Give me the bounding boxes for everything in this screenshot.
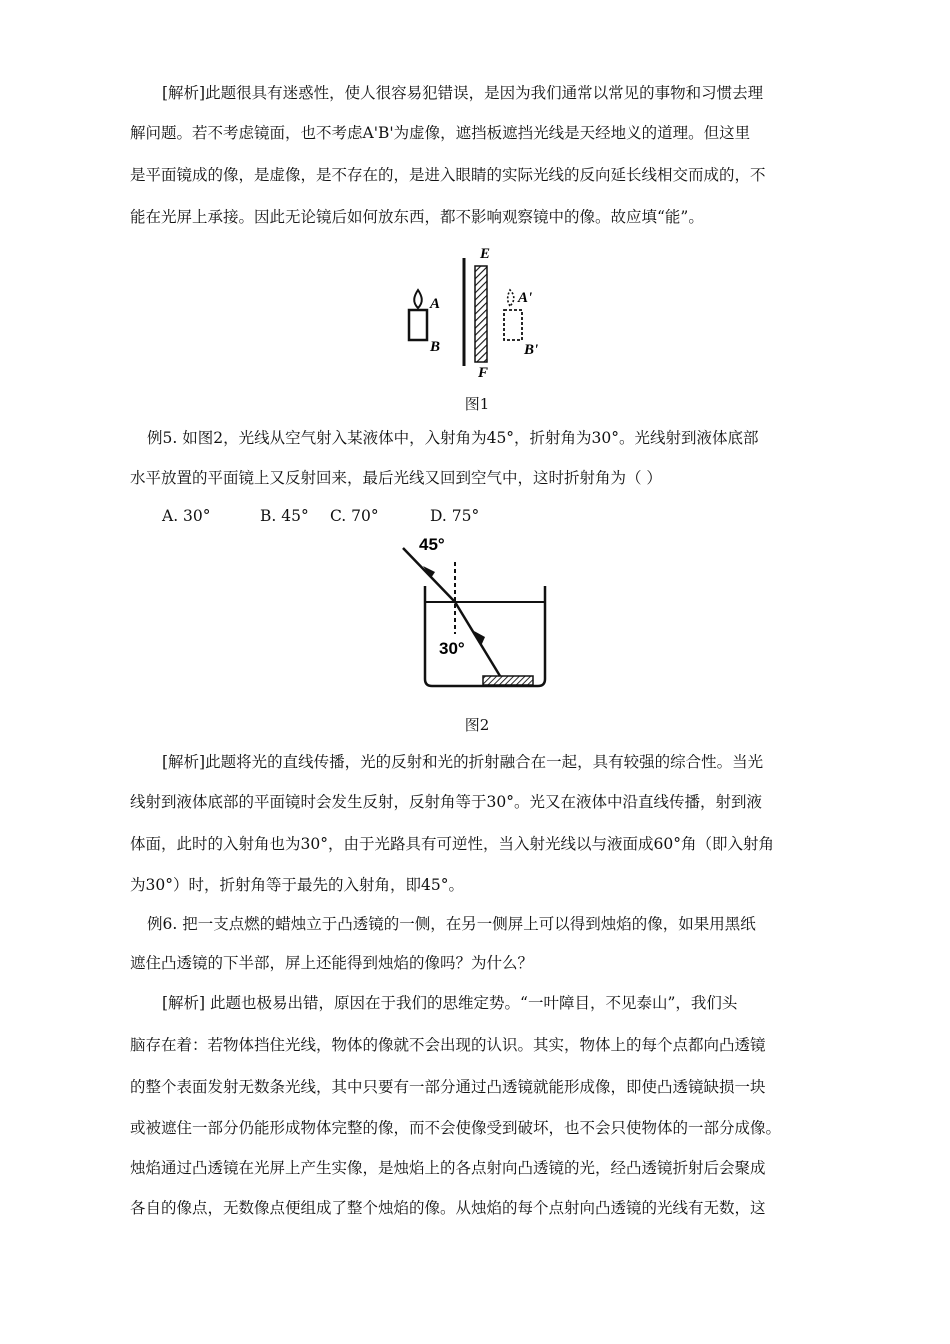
text-line: [解析]此题很具有迷惑性，使人很容易犯错误，是因为我们通常以常见的事物和习惯去理 <box>162 84 764 102</box>
label-a-prime: A' <box>518 290 533 306</box>
text-line: 脑存在着：若物体挡住光线，物体的像就不会出现的认识。其实，物体上的每个点都向凸透镜 <box>130 1036 766 1054</box>
label-e: E <box>480 246 491 262</box>
text-line: 体面，此时的入射角也为30°，由于光路具有可逆性，当入射光线以与液面成60°角（即入射角 <box>130 835 774 853</box>
text-line: 各自的像点，无数像点便组成了整个烛焰的像。从烛焰的每个点射向凸透镜的光线有无数，这 <box>130 1199 766 1217</box>
option-d: D. 75° <box>430 507 480 525</box>
text-line: 解问题。若不考虑镜面，也不考虑A'B'为虚像，遮挡板遮挡光线是天经地义的道理。但这里 <box>130 124 751 142</box>
text-line: 的整个表面发射无数条光线，其中只要有一部分通过凸透镜就能形成像，即使凸透镜缺损一块 <box>130 1078 766 1096</box>
label-b-prime: B' <box>524 342 539 358</box>
text-line: 是平面镜成的像，是虚像，是不存在的，是进入眼睛的实际光线的反向延长线相交而成的，不 <box>130 166 766 184</box>
label-a: A <box>430 296 441 312</box>
virtual-image-body <box>504 310 522 340</box>
option-c: C. 70° <box>330 507 379 525</box>
angle-45-label: 45° <box>419 535 445 554</box>
candle-body <box>409 310 427 340</box>
text-line: 能在光屏上承接。因此无论镜后如何放东西，都不影响观察镜中的像。故应填“能”。 <box>130 208 704 226</box>
bottom-mirror <box>483 676 533 685</box>
figure-2-caption: 图2 <box>464 716 490 734</box>
candle-flame <box>414 290 422 308</box>
text-line: 例5. 如图2，光线从空气射入某液体中，入射角为45°，折射角为30°。光线射到液体底部 <box>147 429 759 447</box>
text-line: [解析]此题将光的直线传播，光的反射和光的折射融合在一起，具有较强的综合性。当光 <box>162 753 764 771</box>
option-b: B. 45° <box>260 507 309 525</box>
virtual-image-flame <box>508 290 514 306</box>
figure-2-refraction-diagram <box>395 534 560 694</box>
text-line: 例6. 把一支点燃的蜡烛立于凸透镜的一侧，在另一侧屏上可以得到烛焰的像，如果用黑纸 <box>147 915 756 933</box>
angle-30-label: 30° <box>439 639 465 658</box>
label-f: F <box>478 365 489 380</box>
text-line: 烛焰通过凸透镜在光屏上产生实像，是烛焰上的各点射向凸透镜的光，经凸透镜折射后会聚成 <box>130 1159 766 1177</box>
figure-1-caption: 图1 <box>464 395 490 413</box>
text-line: [解析] 此题也极易出错，原因在于我们的思维定势。“一叶障目，不见泰山”，我们头 <box>162 994 738 1012</box>
label-b: B <box>430 339 441 355</box>
figure-1-mirror-diagram <box>400 240 560 380</box>
option-a: A. 30° <box>162 507 211 525</box>
text-line: 线射到液体底部的平面镜时会发生反射，反射角等于30°。光又在液体中沿直线传播，射到液 <box>130 793 762 811</box>
text-line: 水平放置的平面镜上又反射回来，最后光线又回到空气中，这时折射角为（ ） <box>130 469 662 487</box>
text-line: 或被遮住一部分仍能形成物体完整的像，而不会使像受到破坏，也不会只使物体的一部分成像。 <box>130 1119 782 1137</box>
text-line: 为30°）时，折射角等于最先的入射角，即45°。 <box>130 876 464 894</box>
text-line: 遮住凸透镜的下半部，屏上还能得到烛焰的像吗？为什么？ <box>130 954 534 972</box>
mirror-hatched <box>475 266 487 362</box>
